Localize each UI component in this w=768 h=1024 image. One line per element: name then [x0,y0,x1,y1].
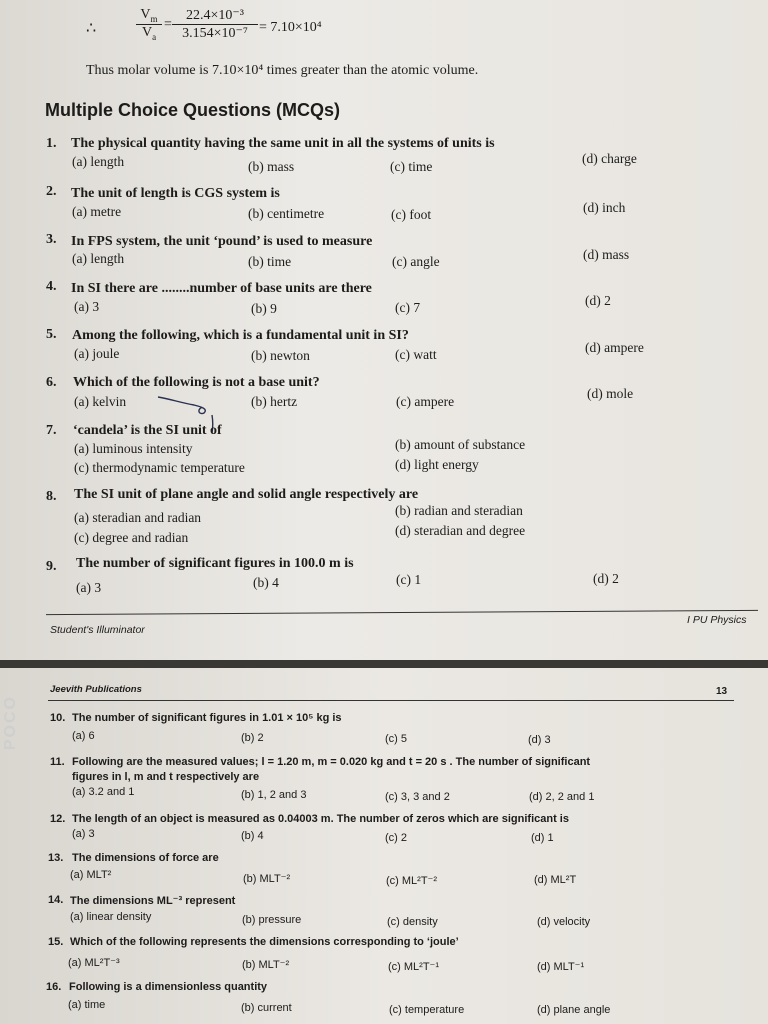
option-c: (c) watt [395,347,437,362]
option-c: (c) 2 [385,832,407,844]
option-d: (d) MLT⁻¹ [537,961,585,973]
option-d: (d) mole [587,386,634,401]
option-d: (d) ampere [585,340,644,355]
option-c: (c) 5 [385,733,407,745]
question-text: The length of an object is measured as 0.04003 m. The number of zeros which are significant is [72,813,569,825]
question-text: Which of the following represents the dimensions corresponding to ‘joule’ [70,936,459,948]
question-text-line-2: figures in l, m and t respectively are [72,771,260,783]
option-b: (b) radian and steradian [395,503,523,518]
option-c: (c) ML²T⁻² [386,875,438,887]
option-c: (c) 7 [395,300,421,315]
option-a: (a) ML²T⁻³ [68,957,120,969]
equation-result: = 7.10×10⁴ [259,20,322,35]
option-a: (a) steradian and radian [74,510,202,525]
option-c: (c) ampere [396,394,455,409]
value-fraction: $\frac{\text{22.4×10⁻³}}{\text{3.154×10⁻⁷}}$ [172,7,258,42]
question-text: Among the following, which is a fundamental unit in SI? [72,328,409,343]
option-a: (a) 3 [72,828,95,840]
option-d: (d) 2 [585,293,611,308]
option-d: (d) ML²T [534,874,577,886]
question-text: The dimensions ML⁻³ represent [70,895,236,907]
option-d: (d) steradian and degree [395,523,526,538]
option-d: (d) charge [582,151,637,166]
page-separator [0,660,768,668]
option-c: (c) 1 [396,572,422,587]
option-d: (d) 1 [531,832,554,844]
option-a: (a) luminous intensity [74,441,193,456]
option-a: (a) 3.2 and 1 [72,786,135,798]
footer-rule [46,610,758,615]
option-c: (c) thermodynamic temperature [74,460,245,475]
option-c: (c) angle [392,254,440,269]
option-d: (d) mass [583,247,630,262]
option-c: (c) foot [391,207,432,222]
question-text: Which of the following is not a base unit? [73,375,320,390]
option-c: (c) density [387,916,438,928]
option-d: (d) plane angle [537,1004,611,1016]
option-a: (a) metre [72,204,122,219]
publisher-name: Jeevith Publications [50,684,142,695]
question-text: The physical quantity having the same unit in all the systems of units is [71,136,495,151]
option-a: (a) 6 [72,730,95,742]
option-b: (b) MLT⁻² [243,873,291,885]
option-b: (b) 9 [251,301,277,316]
option-d: (d) velocity [537,916,591,928]
option-b: (b) 4 [253,575,279,590]
page-number: 13 [716,686,728,697]
option-a: (a) 3 [76,580,102,595]
option-a: (a) kelvin [74,394,127,409]
option-b: (b) current [241,1002,292,1014]
option-c: (c) temperature [389,1004,465,1016]
option-c: (c) ML²T⁻¹ [388,961,440,973]
equals-sign: = [164,17,172,32]
option-c: (c) 3, 3 and 2 [385,791,450,803]
option-d: (d) 3 [528,734,551,746]
option-a: (a) length [72,154,125,169]
question-text: In FPS system, the unit ‘pound’ is used to measure [71,234,373,249]
option-b: (b) pressure [242,914,302,926]
option-b: (b) 4 [241,830,264,842]
option-a: (a) 3 [74,299,100,314]
option-d: (d) inch [583,200,626,215]
footer-right-text: I PU Physics [687,614,747,626]
question-text: In SI there are ........number of base units are there [71,281,372,296]
question-text: The unit of length is CGS system is [71,186,280,201]
footer-left-text: Student's Illuminator [50,624,145,636]
bottom-page: Jeevith Publications 13 10. The number of significant figures in 1.01 × 10⁵ kg is (a) 6 (b) 2 (c) 5 (d) 3 11. Following are the measured values; l = 1.20 m, m = 0.020 kg and t = 20 s . The number of significant figures in l, m and t respectively are (a) 3.2 and 1 (b) 1, 2 and 3 (c) 3, 3 and 2 (d) 2, 2 and 1 12. The length of an object is measured as 0.04003 m. The number of zeros which are significant is (a) 3 (b) 4 (c) 2 (d) 1 13. The dimensions of force are (a) MLT² (b) MLT⁻² (c) ML²T⁻² (d) ML²T 14. The dimensions ML⁻³ represent (a) linear density (b) pressure (c) density (d) velocity 15. Which of the following represents the dimensions corresponding to ‘joule’ (a) ML²T⁻³ (b) MLT⁻² (c) ML²T⁻¹ (d) MLT⁻¹ 16. Following is a dimensionless quantity (a) time (b) current (c) temperature (d) plane angle [0,668,768,1024]
option-b: (b) amount of substance [395,437,526,452]
option-b: (b) newton [251,348,310,363]
option-a: (a) linear density [70,911,152,923]
camera-watermark: POCO [2,695,19,751]
section-heading: Multiple Choice Questions (MCQs) [45,100,341,120]
option-a: (a) length [72,251,125,266]
option-d: (d) 2, 2 and 1 [529,791,595,803]
option-b: (b) MLT⁻² [242,959,290,971]
option-a: (a) MLT² [70,869,112,881]
question-text: The dimensions of force are [72,852,219,864]
therefore-symbol: ∴ [86,20,97,37]
question-text: ‘candela’ is the SI unit of [73,423,222,438]
option-b: (b) 1, 2 and 3 [241,789,307,801]
option-b: (b) time [248,254,292,269]
conclusion-text: Thus molar volume is 7.10×10⁴ times greater than the atomic volume. [86,63,479,78]
ratio-fraction: $\frac{V_m}{V_a}$ [136,7,162,42]
question-text: The SI unit of plane angle and solid angle respectively are [74,487,419,502]
option-a: (a) time [68,999,106,1011]
option-b: (b) hertz [251,394,298,409]
option-c: (c) time [390,159,433,174]
option-d: (d) 2 [593,571,619,586]
option-d: (d) light energy [395,457,479,472]
option-a: (a) joule [74,346,120,361]
top-page: ∴ $\frac{V_m}{V_a}$ = $\frac{\text{22.4×10⁻³}}{\text{3.154×10⁻⁷}}$ = 7.10×10⁴ Thus molar volume is 7.10×10⁴ times greater than the atomic volume. Multiple Choice Questions (MCQs) 1. The physical quantity having the same unit in all the systems of units is (a) length (b) mass (c) time (d) charge 2. The unit of length is CGS system is (a) metre (b) centimetre (c) foot (d) inch 3. In FPS system, the unit ‘pound’ is used to measure (a) length (b) time (c) angle (d) mass 4. In SI there are ........number of base units are there (a) 3 (b) 9 (c) 7 (d) 2 5. Among the following, which is a fundamental unit in SI? (a) joule (b) newton (c) watt (d) ampere 6. Which of the following is not a base unit? (a) kelvin (b) hertz (c) ampere (d) mole 7. ‘candela’ is the SI unit of (a) luminous intensity (b) amount of substance (c) thermodynamic temperature (d) light energy 8. The SI unit of plane angle and solid angle respectively are (a) steradian and radian (b) radian and steradian (c) degree and radian (d) steradian and degree 9. The number of significant figures in 100.0 m is (a) 3 (b) 4 (c) 1 (d) 2 Student's Illuminator I PU Physics [0,0,768,660]
question-text: The number of significant figures in 1.01 × 10⁵ kg is [72,712,342,724]
option-b: (b) mass [248,159,295,174]
question-text: Following is a dimensionless quantity [69,981,268,993]
option-b: (b) 2 [241,732,264,744]
header-rule [48,700,734,701]
question-text: Following are the measured values; l = 1.20 m, m = 0.020 kg and t = 20 s . The number of significant [72,756,591,768]
option-b: (b) centimetre [248,206,325,221]
option-c: (c) degree and radian [74,530,189,545]
question-text: The number of significant figures in 100.0 m is [76,556,354,571]
